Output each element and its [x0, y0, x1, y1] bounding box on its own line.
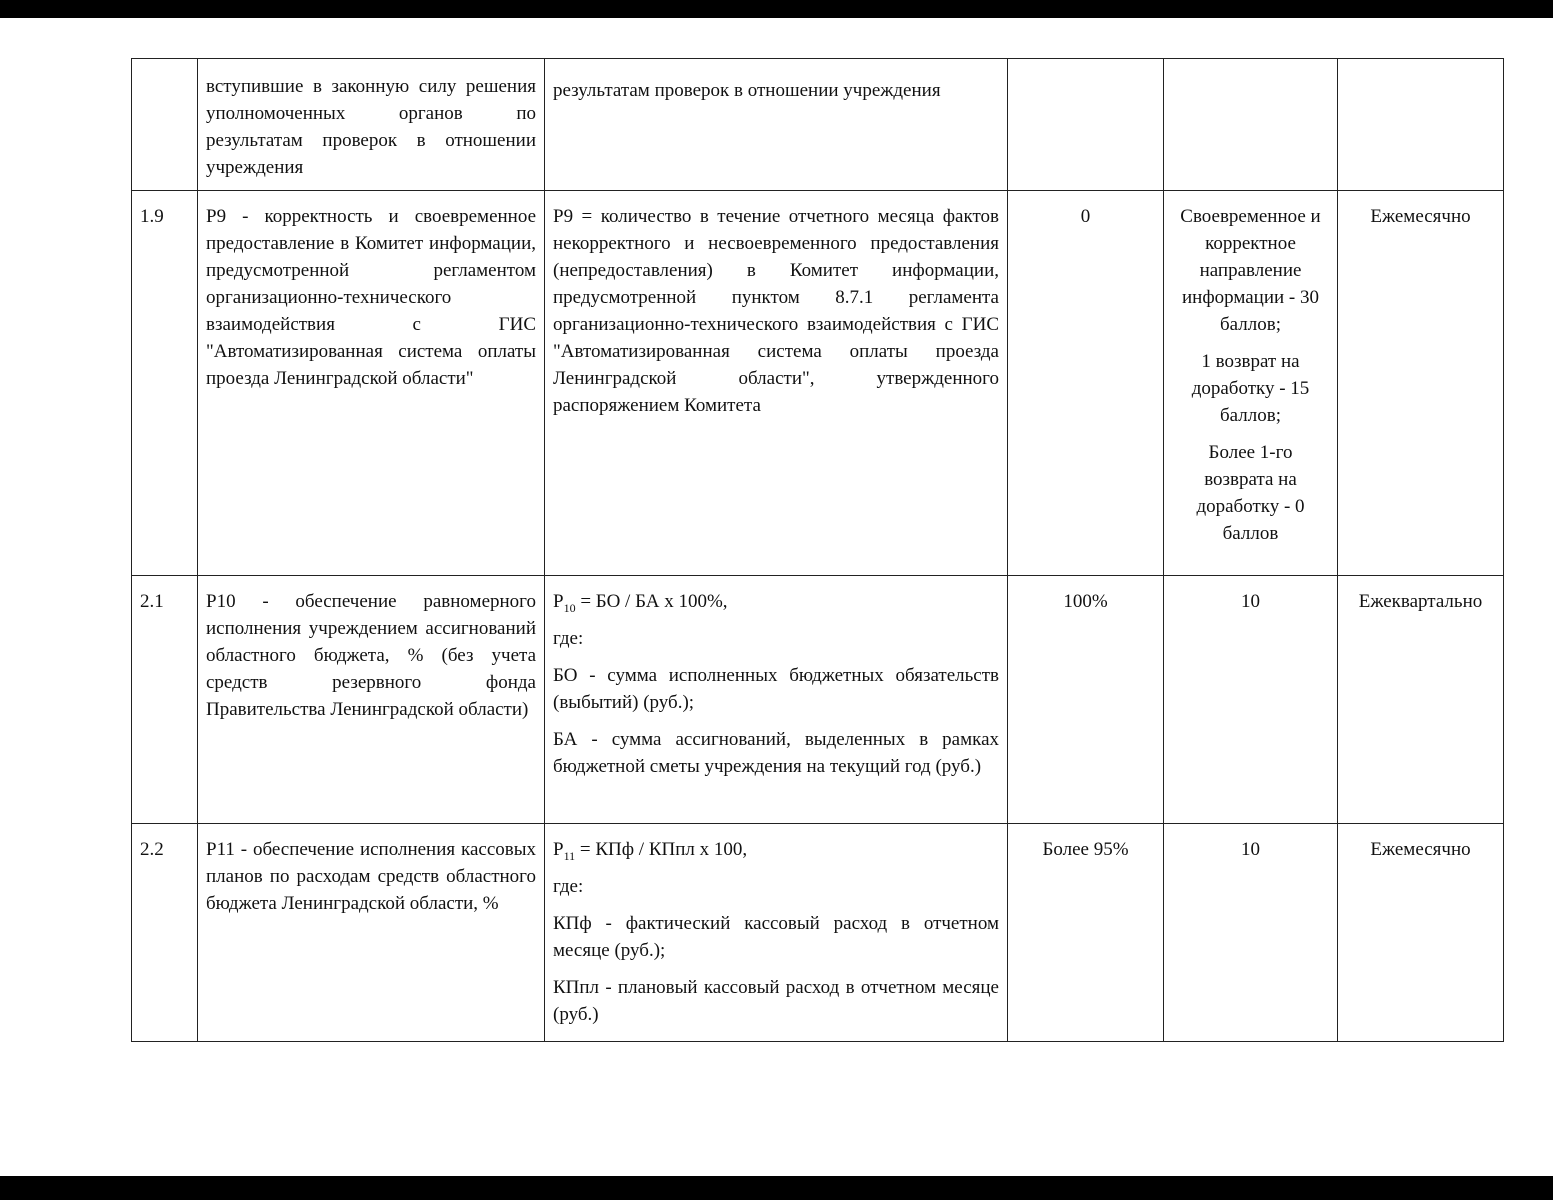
scan-border-bottom: [0, 1176, 1553, 1200]
points-cell: [1164, 59, 1338, 191]
indicators-table: [131, 58, 1504, 1042]
points-cell: [1164, 191, 1338, 576]
points-cell: [1164, 576, 1338, 824]
formula-symbol: Р: [553, 591, 564, 612]
row-number: 2.2: [132, 824, 198, 1042]
table-row: [132, 59, 1504, 191]
points-line: 10: [1241, 591, 1260, 612]
formula-line: БО - сумма исполненных бюджетных обязательств (выбытий) (руб.);: [553, 665, 999, 713]
points-line: 1 возврат на доработку - 15 баллов;: [1191, 351, 1310, 426]
period-cell: [1338, 59, 1504, 191]
scan-border-top: [0, 0, 1553, 18]
formula-line: КПф - фактический кассовый расход в отчетном месяце (руб.);: [553, 913, 999, 961]
row-number: 1.9: [132, 191, 198, 576]
target-value: 0: [1008, 191, 1164, 576]
table-row: [132, 824, 1504, 1042]
indicator-text: вступившие в законную силу решения уполномоченных органов по результатам проверок в отношении учреждения: [198, 59, 545, 191]
table-row: [132, 576, 1504, 824]
formula-line: где:: [553, 876, 584, 897]
formula-line: результатам проверок в отношении учреждения: [553, 80, 941, 101]
period-cell: Ежеквартально: [1338, 576, 1504, 824]
formula-main: [553, 836, 999, 863]
formula-subscript: 11: [563, 848, 576, 863]
period-cell: Ежемесячно: [1338, 824, 1504, 1042]
formula-line: Р9 = количество в течение отчетного месяца фактов некорректного и несвоевременного предоставления (непредоставления) в Комитет информации, предусмотренной пунктом 8.7.1 регламента организационно-технического взаимодействия с ГИС "Автоматизированная система оплаты проезда Ленинградской области", утвержденного распоряжением Комитета: [553, 206, 999, 416]
target-value: 100%: [1008, 576, 1164, 824]
formula-cell: [545, 576, 1008, 824]
formula-symbol: Р: [553, 839, 564, 860]
points-line: Своевременное и корректное направление информации - 30 баллов;: [1180, 206, 1321, 335]
formula-cell: [545, 191, 1008, 576]
formula-main: [553, 588, 999, 615]
target-value: Более 95%: [1008, 824, 1164, 1042]
formula-expression: = БО / БА х 100%,: [575, 591, 728, 612]
formula-line: БА - сумма ассигнований, выделенных в рамках бюджетной сметы учреждения на текущий год (руб.): [553, 729, 999, 777]
points-line: Более 1-го возврата на доработку - 0 баллов: [1196, 442, 1305, 544]
points-cell: [1164, 824, 1338, 1042]
target-value: [1008, 59, 1164, 191]
row-number: [132, 59, 198, 191]
formula-cell: [545, 59, 1008, 191]
formula-line: КПпл - плановый кассовый расход в отчетном месяце (руб.): [553, 977, 999, 1025]
indicator-text: Р10 - обеспечение равномерного исполнения учреждением ассигнований областного бюджета, % (без учета средств резервного фонда Правительства Ленинградской области): [198, 576, 545, 824]
period-cell: Ежемесячно: [1338, 191, 1504, 576]
indicator-text: Р9 - корректность и своевременное предоставление в Комитет информации, предусмотренной регламентом организационно-технического взаимодействия с ГИС "Автоматизированная система оплаты проезда Ленинградской области": [198, 191, 545, 576]
formula-expression: = КПф / КПпл х 100,: [575, 839, 748, 860]
points-line: 10: [1241, 839, 1260, 860]
table-row: [132, 191, 1504, 576]
formula-cell: [545, 824, 1008, 1042]
formula-subscript: 10: [563, 600, 576, 615]
formula-line: где:: [553, 628, 584, 649]
indicator-text: Р11 - обеспечение исполнения кассовых планов по расходам средств областного бюджета Ленинградской области, %: [198, 824, 545, 1042]
row-number: 2.1: [132, 576, 198, 824]
